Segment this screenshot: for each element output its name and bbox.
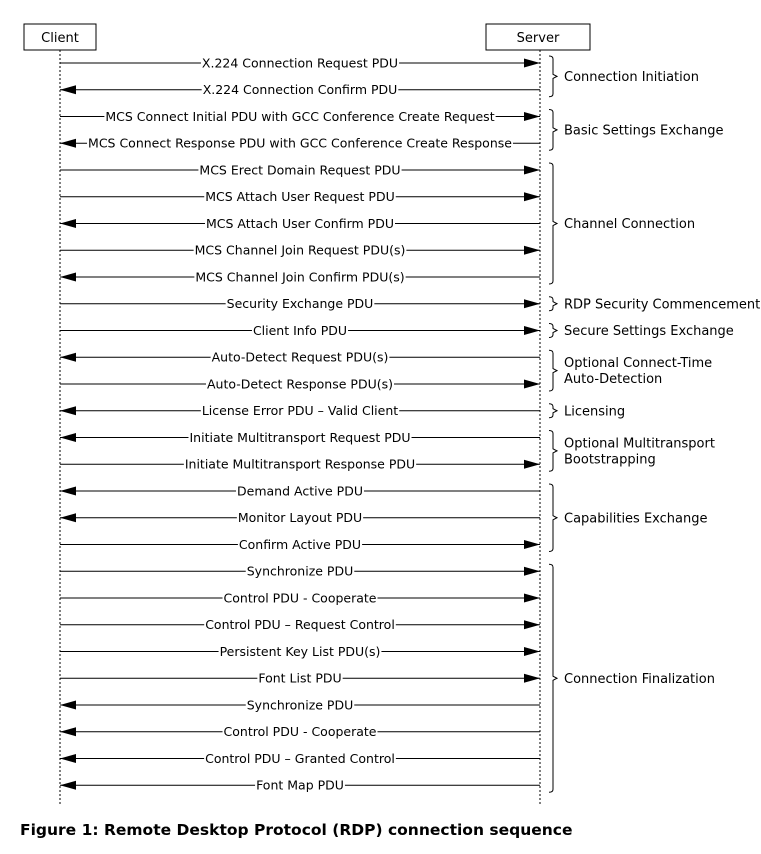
phase-label: Connection Initiation bbox=[564, 69, 699, 85]
message-arrow bbox=[60, 430, 540, 445]
arrowhead bbox=[60, 406, 76, 415]
arrowhead bbox=[60, 273, 76, 282]
phase-label: Secure Settings Exchange bbox=[564, 324, 734, 339]
message-label: MCS Connect Response PDU with GCC Conference Create Response bbox=[88, 135, 512, 151]
message-label: X.224 Connection Request PDU bbox=[201, 55, 399, 71]
arrowhead bbox=[60, 781, 76, 790]
phase-label: Auto-Detection bbox=[564, 372, 663, 388]
arrowhead bbox=[524, 674, 540, 683]
message-label: Client Info PDU bbox=[252, 322, 348, 338]
message-arrow bbox=[60, 590, 540, 605]
phase-brace bbox=[549, 324, 557, 338]
message-label: License Error PDU – Valid Client bbox=[201, 403, 399, 419]
message-label: Control PDU - Cooperate bbox=[223, 724, 377, 740]
arrowhead bbox=[524, 246, 540, 255]
message-arrow bbox=[60, 697, 540, 712]
phase-label: Bootstrapping bbox=[564, 452, 656, 468]
arrowhead bbox=[60, 727, 76, 736]
messages-group bbox=[60, 55, 540, 793]
message-label: Persistent Key List PDU(s) bbox=[219, 643, 381, 659]
message-label: Control PDU – Granted Control bbox=[205, 750, 395, 766]
arrowhead bbox=[524, 166, 540, 175]
arrowhead bbox=[524, 299, 540, 308]
message-arrow bbox=[60, 82, 540, 97]
message-arrow bbox=[60, 403, 540, 418]
phase-label: RDP Security Commencement bbox=[564, 297, 761, 313]
arrowhead bbox=[60, 433, 76, 442]
arrowhead bbox=[524, 460, 540, 469]
arrowhead bbox=[524, 380, 540, 389]
message-label: Auto-Detect Response PDU(s) bbox=[206, 376, 394, 392]
message-label: Initiate Multitransport Request PDU bbox=[189, 429, 411, 445]
message-arrow bbox=[60, 135, 540, 150]
message-arrow bbox=[60, 777, 540, 792]
message-label: Monitor Layout PDU bbox=[237, 510, 363, 526]
phase-label: Optional Multitransport bbox=[564, 436, 715, 452]
message-label: MCS Connect Initial PDU with GCC Conference Create Request bbox=[105, 108, 495, 124]
arrowhead bbox=[524, 326, 540, 335]
message-arrow bbox=[60, 724, 540, 739]
client-actor-label: Client bbox=[41, 31, 79, 46]
message-arrow bbox=[60, 216, 540, 231]
phase-brace bbox=[549, 163, 557, 284]
message-label: Font Map PDU bbox=[256, 777, 344, 793]
phase-brace bbox=[549, 350, 557, 391]
message-arrow bbox=[60, 109, 540, 124]
arrowhead bbox=[524, 594, 540, 603]
message-label: Security Exchange PDU bbox=[226, 296, 374, 312]
phases-group bbox=[549, 56, 760, 792]
message-arrow bbox=[60, 189, 540, 204]
message-label: Auto-Detect Request PDU(s) bbox=[211, 349, 389, 365]
phase-label: Basic Settings Exchange bbox=[564, 123, 724, 139]
arrowhead bbox=[524, 112, 540, 121]
message-arrow bbox=[60, 617, 540, 632]
message-label: Initiate Multitransport Response PDU bbox=[184, 456, 416, 472]
phase-label: Capabilities Exchange bbox=[564, 511, 708, 527]
phase-brace bbox=[549, 431, 557, 472]
arrowhead bbox=[524, 59, 540, 68]
message-arrow bbox=[60, 323, 540, 338]
message-label: Control PDU – Request Control bbox=[205, 617, 395, 633]
phase-brace bbox=[549, 404, 557, 418]
message-arrow bbox=[60, 55, 540, 70]
message-label: Synchronize PDU bbox=[246, 563, 354, 579]
arrowhead bbox=[60, 701, 76, 710]
phase-brace bbox=[549, 110, 557, 151]
message-arrow bbox=[60, 296, 540, 311]
arrowhead bbox=[60, 85, 76, 94]
arrowhead bbox=[524, 620, 540, 629]
phase-label: Optional Connect-Time bbox=[564, 356, 713, 372]
message-arrow bbox=[60, 242, 540, 257]
arrowhead bbox=[60, 219, 76, 228]
message-arrow bbox=[60, 510, 540, 525]
phase-brace bbox=[549, 484, 557, 552]
message-label: Confirm Active PDU bbox=[238, 536, 362, 552]
arrowhead bbox=[60, 353, 76, 362]
arrowhead bbox=[524, 567, 540, 576]
arrowhead bbox=[60, 139, 76, 148]
arrowhead bbox=[60, 513, 76, 522]
phase-brace bbox=[549, 297, 557, 311]
message-label: MCS Channel Join Confirm PDU(s) bbox=[195, 269, 405, 285]
message-arrow bbox=[60, 644, 540, 659]
message-arrow bbox=[60, 751, 540, 766]
phase-brace bbox=[549, 564, 557, 792]
message-arrow bbox=[60, 563, 540, 578]
message-label: X.224 Connection Confirm PDU bbox=[202, 82, 398, 98]
message-label: Font List PDU bbox=[258, 670, 342, 686]
message-arrow bbox=[60, 670, 540, 685]
message-label: MCS Erect Domain Request PDU bbox=[199, 162, 401, 178]
message-label: MCS Attach User Request PDU bbox=[205, 189, 395, 205]
arrowhead bbox=[60, 754, 76, 763]
phase-brace bbox=[549, 56, 557, 97]
server-actor-label: Server bbox=[516, 31, 560, 46]
arrowhead bbox=[524, 540, 540, 549]
message-arrow bbox=[60, 456, 540, 471]
phase-label: Channel Connection bbox=[564, 217, 696, 232]
phase-label: Connection Finalization bbox=[564, 671, 715, 687]
phase-label: Licensing bbox=[564, 404, 626, 420]
message-label: MCS Channel Join Request PDU(s) bbox=[194, 242, 406, 258]
figure-caption: Figure 1: Remote Desktop Protocol (RDP) connection sequence bbox=[20, 821, 573, 839]
message-arrow bbox=[60, 537, 540, 552]
arrowhead bbox=[60, 487, 76, 496]
message-label: Control PDU - Cooperate bbox=[223, 590, 377, 606]
arrowhead bbox=[524, 192, 540, 201]
message-arrow bbox=[60, 162, 540, 177]
message-arrow bbox=[60, 349, 540, 364]
message-arrow bbox=[60, 376, 540, 391]
message-arrow bbox=[60, 483, 540, 498]
message-label: MCS Attach User Confirm PDU bbox=[205, 215, 395, 231]
message-label: Synchronize PDU bbox=[246, 697, 354, 713]
arrowhead bbox=[524, 647, 540, 656]
message-arrow bbox=[60, 269, 540, 284]
message-label: Demand Active PDU bbox=[237, 483, 363, 499]
